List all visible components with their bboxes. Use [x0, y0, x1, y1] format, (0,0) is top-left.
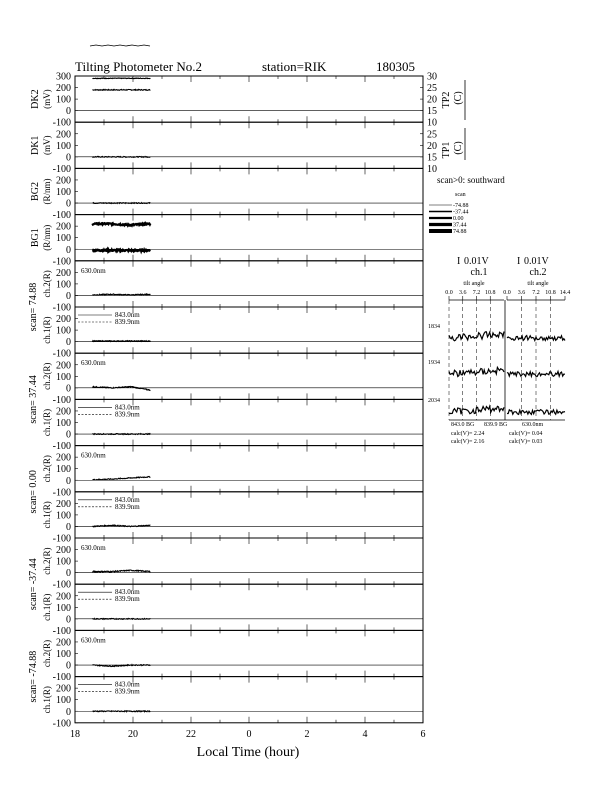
y-tick-label: 0: [66, 521, 71, 533]
series-trace: [92, 203, 150, 204]
panel-ylabel: [30, 182, 41, 201]
legend-entry: -37.44: [453, 209, 469, 216]
inset-tick-label: 0.0: [445, 290, 453, 296]
wavelength-label: 630.0nm: [81, 636, 106, 645]
series-trace: [92, 294, 150, 295]
inset-scale2: 0.01V: [524, 256, 549, 267]
y-tick-label: 200: [56, 452, 71, 464]
y-tick-label: 0: [66, 244, 71, 256]
y-tick-label: 100: [56, 418, 71, 429]
tp2-label: [441, 92, 452, 109]
panel-ylabel: [30, 89, 41, 108]
legend-entry: 0.00: [453, 216, 464, 222]
panel-ylabel-name: ch.2(R): [42, 639, 52, 668]
series-trace: [92, 618, 150, 619]
y-tick-label: 200: [56, 175, 71, 187]
station-label: station=RIK: [262, 59, 327, 74]
wavelength-label-1: 843.0nm: [115, 588, 140, 597]
y-tick-label: -100: [52, 394, 71, 406]
panel-ylabel: [42, 316, 52, 343]
x-tick-label: 18: [70, 728, 80, 740]
panel-12: [42, 630, 423, 683]
panel-ylabel-unit: [42, 225, 52, 251]
y-tick-label: -100: [52, 533, 71, 545]
x-tick-label: 0: [246, 728, 252, 740]
panel-6: [42, 353, 423, 406]
wavelength-label-2: 839.9nm: [115, 318, 140, 326]
panel-ylabel-name: ch.1(R): [42, 408, 52, 437]
series-trace: [92, 711, 150, 712]
tp1-label: [441, 142, 452, 159]
y-tick-label: 200: [56, 637, 71, 649]
scan-group-text: scan= 37.44: [28, 375, 39, 424]
wavelength-label-2: 839.9nm: [115, 595, 140, 604]
right-tick-label: 15: [427, 106, 437, 118]
panel-ylabel: [42, 594, 52, 621]
y-tick-label: 0: [66, 429, 71, 441]
right-tick-label: 30: [427, 71, 437, 83]
y-tick-label: 100: [56, 371, 71, 383]
right-tick-label: 15: [427, 152, 437, 164]
y-tick-label: 0: [66, 614, 71, 626]
wavelength-label-2: 839.9nm: [115, 687, 140, 696]
y-tick-label: -100: [52, 579, 71, 591]
x-axis-label: Local Time (hour): [196, 745, 300, 760]
x-tick-label: 2: [304, 728, 310, 740]
inset-tick-label: 7.2: [532, 290, 540, 296]
panel-ylabel-name: ch.2(R): [42, 547, 52, 575]
panel-ylabel: [30, 136, 41, 155]
y-tick-label: 200: [56, 360, 71, 372]
wavelength-label-1: 843.0nm: [115, 311, 140, 319]
tilt-inset: [428, 256, 570, 445]
inset-calc-3: calc(V)= 0.04: [509, 431, 543, 437]
right-tick-label: 10: [427, 163, 437, 175]
wavelength-label-1: 843.0nm: [115, 403, 140, 412]
series-trace: [92, 223, 150, 226]
panel-0: [30, 72, 437, 129]
y-tick-label: 100: [56, 510, 71, 522]
y-tick-label: 300: [56, 71, 71, 83]
panel-ylabel-unit: [42, 178, 52, 204]
y-tick-label: -100: [52, 625, 71, 637]
panel-ylabel-name: ch.2(R): [42, 270, 52, 298]
panel-5: [42, 307, 423, 360]
inset-time-label: 1834: [428, 324, 440, 330]
date-label: 180305: [376, 59, 415, 74]
panel-ylabel-name: ch.2(R): [42, 362, 52, 390]
right-tick-label: 25: [427, 129, 437, 141]
series-trace: [92, 434, 150, 435]
y-tick-label: 100: [56, 279, 71, 291]
panel-ylabel-name: DK1: [30, 135, 41, 156]
inset-bottom-1: 843.0 BG: [451, 422, 475, 428]
y-tick-label: 200: [56, 683, 71, 695]
panel-ylabel: [42, 409, 52, 436]
inset-tick-label: 7.2: [472, 290, 481, 296]
scan-group-label: [28, 375, 39, 423]
inset-tick-label: 0.0: [503, 290, 511, 296]
inset-tilt2: tilt angle: [527, 281, 549, 287]
legend-header: scan: [455, 192, 466, 198]
y-tick-label: 0: [66, 106, 71, 118]
panel-11: [42, 584, 423, 637]
y-tick-label: 200: [56, 221, 71, 233]
panel-1: [30, 122, 437, 175]
y-tick-label: -100: [52, 302, 71, 314]
y-tick-label: -100: [52, 163, 71, 175]
inset-traces: [428, 324, 565, 414]
panel-3: [30, 215, 423, 268]
panel-ylabel-name: BG1: [30, 228, 41, 248]
panel-ylabel-unit: [42, 89, 52, 109]
y-tick-label: 200: [56, 314, 71, 326]
y-tick-label: 100: [56, 695, 71, 707]
panel-ylabel: [42, 455, 52, 482]
inset-ch2: ch.2: [529, 267, 547, 278]
inset-scale1: 0.01V: [464, 256, 489, 267]
panel-ylabel-name: ch.1(R): [42, 686, 52, 714]
inset-bottom-2: 839.9 BG: [484, 422, 508, 428]
series-trace: [92, 476, 150, 480]
panel-7: [42, 399, 423, 452]
y-tick-label: 0: [66, 337, 71, 349]
panel-frame: [75, 76, 423, 122]
panel-frame: [75, 446, 423, 492]
y-tick-label: 100: [56, 556, 71, 568]
series-trace: [92, 156, 150, 157]
y-tick-label: 0: [66, 660, 71, 672]
y-tick-label: 0: [66, 152, 71, 164]
panel-ylabel-name: ch.1(R): [42, 316, 52, 344]
inset-tilt1: tilt angle: [463, 281, 485, 287]
panel-frame: [75, 261, 423, 307]
y-tick-label: 200: [56, 545, 71, 557]
tp2-unit: [453, 91, 464, 104]
panel-ylabel: [30, 228, 41, 247]
chart-title: Tilting Photometer No.2: [75, 59, 203, 74]
panel-ylabel-name: ch.2(R): [42, 455, 52, 483]
y-tick-label: 0: [66, 475, 71, 487]
tp2-name: TP2: [441, 91, 452, 109]
panel-ylabel: [42, 270, 52, 297]
x-tick-label: 22: [186, 728, 196, 740]
y-tick-label: 200: [56, 498, 71, 510]
scan-group-text: scan= 74.88: [28, 282, 39, 332]
right-tick-label: 25: [427, 83, 437, 95]
y-tick-label: 100: [56, 94, 71, 106]
y-tick-label: 0: [66, 198, 71, 210]
scan-group-text: scan= -37.44: [28, 558, 39, 611]
panel-ylabel-unit-text: (mV): [42, 135, 52, 156]
y-tick-label: 0: [66, 568, 71, 580]
tp1-unit-text: (C): [453, 141, 464, 155]
panel-stack: [28, 72, 437, 730]
tp1-unit: [453, 141, 464, 154]
series-trace: [92, 341, 150, 342]
scan-group-text: scan= -74.88: [28, 650, 39, 703]
panel-4: [42, 261, 423, 314]
y-tick-label: 0: [66, 383, 71, 395]
panel-frame: [75, 215, 423, 261]
wavelength-label-2: 839.9nm: [115, 410, 140, 419]
inset-calc-2: calc(V)= 2.16: [451, 439, 485, 445]
panel-2: [30, 168, 423, 221]
inset-tick-label: 10.8: [545, 290, 556, 296]
y-tick-label: -100: [52, 348, 71, 360]
y-tick-label: 100: [56, 187, 71, 198]
tp1-name: TP1: [441, 141, 452, 159]
inset-ticks: [445, 290, 570, 420]
inset-trace: [507, 336, 565, 341]
wavelength-label-1: 843.0nm: [115, 680, 140, 689]
panel-ylabel-unit-text: (R/nm): [42, 178, 52, 205]
panel-10: [42, 538, 423, 591]
legend-rows: [429, 203, 469, 235]
panel-8: [42, 446, 423, 499]
panel-frame: [75, 122, 423, 168]
y-tick-label: -100: [52, 441, 71, 453]
scan-group-text: scan= 0.00: [28, 470, 39, 514]
wavelength-label-1: 843.0nm: [115, 495, 140, 504]
y-tick-label: 100: [56, 325, 71, 337]
panel-ylabel-name: ch.1(R): [42, 593, 52, 621]
y-tick-label: 100: [56, 464, 71, 476]
series-trace: [92, 386, 150, 390]
series-trace: [92, 78, 150, 79]
inset-time-label: 1934: [428, 360, 440, 366]
scan-group-label: [28, 651, 39, 703]
right-tick-label: 20: [427, 140, 437, 152]
scan-group-label: [28, 558, 39, 610]
y-tick-label: 200: [56, 591, 71, 603]
panel-frame: [75, 538, 423, 584]
series-trace: [92, 250, 150, 252]
x-tick-label: 4: [362, 728, 368, 740]
y-tick-label: -100: [52, 672, 71, 684]
tp2-unit-text: (C): [453, 91, 464, 105]
y-tick-label: 0: [66, 706, 71, 718]
legend-title: scan>0: southward: [437, 175, 505, 185]
inset-ch1: ch.1: [470, 267, 488, 278]
panel-ylabel-unit-text: (R/nm): [42, 224, 52, 251]
panel-ylabel: [42, 501, 52, 528]
panel-ylabel-unit-text: (mV): [42, 89, 52, 109]
panel-ylabel: [42, 686, 52, 713]
panel-frame: [75, 353, 423, 399]
inset-calc-4: calc(V)= 0.03: [509, 439, 543, 445]
inset-tick-label: 3.6: [517, 290, 526, 296]
x-tick-label: 6: [420, 728, 426, 740]
tp2-preview-trace: [90, 45, 150, 46]
right-tick-label: 20: [427, 94, 437, 106]
legend-entry: 74.88: [453, 229, 467, 235]
y-tick-label: -100: [52, 256, 71, 268]
scan-legend: [429, 175, 505, 235]
right-tick-label: 10: [427, 117, 437, 129]
panel-13: [42, 677, 423, 730]
inset-tick-label: 3.6: [459, 290, 467, 296]
panel-ylabel-name: BG2: [30, 182, 41, 201]
y-tick-label: -100: [52, 487, 71, 499]
inset-tick-label: 14.4: [559, 290, 571, 296]
y-tick-label: 200: [56, 83, 71, 95]
y-tick-label: -100: [52, 718, 71, 730]
wavelength-label: 630.0nm: [81, 359, 106, 368]
panel-ylabel: [42, 640, 52, 667]
wavelength-label: 630.0nm: [81, 451, 106, 460]
panel-frame: [75, 168, 423, 214]
wavelength-label-2: 839.9nm: [115, 502, 140, 511]
wavelength-label: 630.0nm: [81, 266, 106, 275]
y-tick-label: 0: [66, 290, 71, 302]
panel-ylabel-name: DK2: [30, 89, 41, 109]
inset-bottom-3: 630.0nm: [522, 422, 544, 428]
legend-entry: 37.44: [453, 222, 467, 229]
y-tick-label: 100: [56, 649, 71, 660]
inset-scale1-bar: I: [457, 256, 461, 267]
legend-entry: -74.88: [453, 203, 469, 209]
y-tick-label: 200: [56, 267, 71, 279]
scan-group-label: [28, 283, 39, 331]
x-axis: [70, 729, 426, 740]
y-tick-label: 100: [56, 602, 71, 614]
wavelength-label: 630.0nm: [81, 544, 106, 552]
y-tick-label: -100: [52, 117, 71, 129]
inset-time-label: 2034: [428, 398, 440, 404]
y-tick-label: 200: [56, 129, 71, 141]
series-trace: [92, 570, 150, 572]
y-tick-label: 200: [56, 406, 71, 418]
y-tick-label: -100: [52, 210, 71, 222]
panel-ylabel-unit: [42, 136, 52, 156]
x-tick-label: 20: [128, 728, 138, 740]
inset-tick-label: 10.8: [485, 290, 496, 296]
panel-9: [42, 492, 423, 545]
y-tick-label: 100: [56, 233, 71, 245]
panel-ylabel: [42, 363, 52, 390]
series-trace: [92, 89, 150, 90]
inset-calc-1: calc(V)= 2.24: [451, 431, 485, 437]
scan-group-label: [28, 470, 39, 513]
inset-scale2-bar: I: [517, 256, 521, 267]
panel-ylabel: [42, 547, 52, 574]
panel-frame: [75, 630, 423, 676]
panel-ylabel-name: ch.1(R): [42, 501, 52, 529]
y-tick-label: 100: [56, 140, 71, 152]
